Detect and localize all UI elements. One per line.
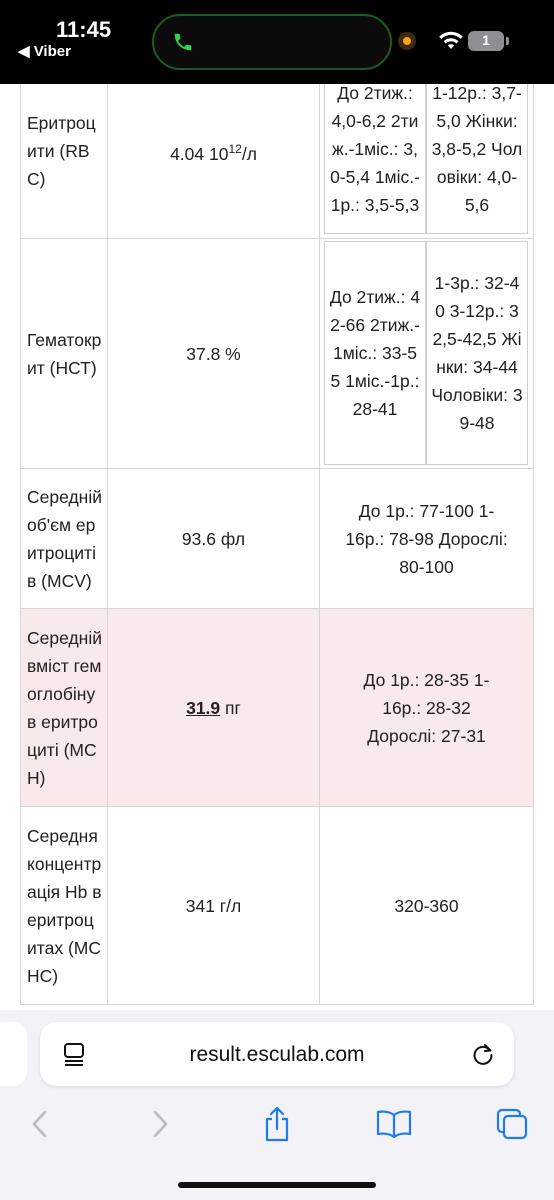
- share-icon: [262, 1106, 292, 1142]
- result-value: 31.9 пг: [186, 698, 241, 718]
- parameter-name-cell: [20, 807, 108, 1005]
- value-cell: [108, 807, 320, 1005]
- value-cell: [108, 469, 320, 609]
- tabs-button[interactable]: [490, 1102, 534, 1146]
- parameter-name-cell: [20, 609, 108, 807]
- value-cell: [108, 239, 320, 469]
- tabs-icon: [495, 1107, 529, 1141]
- phone-icon: [172, 29, 194, 55]
- parameter-name: Гематокрит (НСТ): [27, 330, 102, 378]
- page-content: [0, 84, 554, 1010]
- table-row: [20, 806, 534, 1004]
- reference-cell: [320, 807, 534, 1005]
- parameter-name: Середній вміст гемоглобіну в еритроциті (МСН): [27, 628, 102, 788]
- privacy-indicator: [398, 32, 416, 50]
- value-cell: [108, 609, 320, 807]
- battery-indicator: [468, 31, 504, 51]
- parameter-name: Еритроцити (RBC): [27, 113, 96, 189]
- reference-range-adult: 1-12р.: 3,7-5,0 Жінки: 3,8-5,2 Чоловіки: 4,0-5,6: [426, 84, 528, 234]
- reload-icon[interactable]: [470, 1041, 496, 1067]
- browser-toolbar: [0, 1010, 554, 1200]
- parameter-name: Середній об'єм еритроцитів (MCV): [27, 487, 102, 591]
- result-value: 37.8 %: [186, 344, 241, 364]
- clock: 11:45: [56, 17, 112, 42]
- reference-range: До 1р.: 28-35 1-16р.: 28-32 Дорослі: 27-31: [363, 670, 490, 746]
- back-button[interactable]: [18, 1102, 62, 1146]
- forward-button[interactable]: [138, 1102, 182, 1146]
- share-button[interactable]: [255, 1102, 299, 1146]
- back-icon: [30, 1109, 50, 1139]
- battery-tip: [506, 37, 509, 45]
- parameter-name-cell: [20, 239, 108, 469]
- reference-cell: [320, 469, 534, 609]
- reference-range-infant: До 2тиж.: 42-66 2тиж.-1міс.: 33-55 1міс.-1р.: 28-41: [324, 241, 426, 465]
- reference-range-infant: До 2тиж.: 4,0-6,2 2тиж.-1міс.: 3,0-5,4 1міс.-1р.: 3,5-5,3: [324, 84, 426, 234]
- reference-range: До 1р.: 77-100 1-16р.: 78-98 Дорослі: 80-100: [345, 501, 508, 577]
- reference-range: 320-360: [394, 896, 459, 916]
- parameter-name-cell: [20, 469, 108, 609]
- result-value: 4.04 $10^{12}/л$: [170, 141, 257, 164]
- reference-cell: [320, 239, 534, 469]
- home-indicator[interactable]: [178, 1182, 376, 1188]
- reference-cell: [320, 84, 534, 238]
- table-row: [20, 468, 534, 608]
- url-text[interactable]: result.esculab.com: [189, 1043, 365, 1066]
- address-bar[interactable]: [40, 1022, 514, 1086]
- status-bar: [0, 0, 554, 84]
- result-value: 93.6 фл: [181, 529, 246, 549]
- out-of-range-value: 31.9: [186, 698, 221, 718]
- bookmarks-button[interactable]: [372, 1102, 416, 1146]
- parameter-name: Середня концентрація Hb в еритроцитах (МСНС): [27, 826, 102, 986]
- wifi-icon: [438, 31, 464, 51]
- result-value: 341 г/л: [185, 896, 242, 916]
- back-to-app-link[interactable]: ◀ Viber: [18, 43, 71, 60]
- bookmarks-icon: [375, 1109, 413, 1139]
- table-row: [20, 238, 534, 468]
- previous-tab-preview[interactable]: [0, 1022, 27, 1086]
- call-indicator[interactable]: [152, 14, 392, 70]
- reference-range-adult: 1-3р.: 32-40 3-12р.: 32,5-42,5 Жінки: 34-44 Чоловіки: 39-48: [426, 241, 528, 465]
- table-row-highlighted: [20, 608, 534, 806]
- table-row: [20, 84, 534, 238]
- parameter-name-cell: [20, 84, 108, 238]
- forward-icon: [150, 1109, 170, 1139]
- reference-cell: [320, 609, 534, 807]
- battery-level: 1: [482, 32, 490, 48]
- value-cell: [108, 84, 320, 238]
